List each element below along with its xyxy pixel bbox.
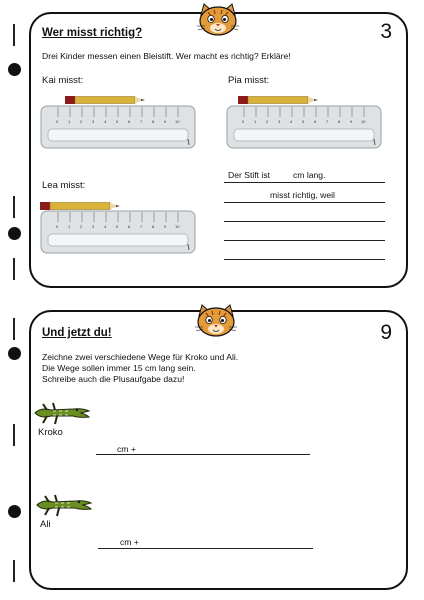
svg-text:7: 7 <box>140 119 143 124</box>
svg-text:2: 2 <box>80 224 83 229</box>
svg-text:8: 8 <box>152 119 155 124</box>
svg-text:0: 0 <box>56 224 59 229</box>
svg-text:2: 2 <box>80 119 83 124</box>
svg-text:10: 10 <box>175 224 180 229</box>
pencil-kai <box>65 96 145 104</box>
svg-text:4: 4 <box>290 119 293 124</box>
ali-sum: cm + <box>120 537 139 547</box>
task-card-9 <box>29 310 408 590</box>
answer-text-reason: misst richtig, weil <box>270 190 335 200</box>
svg-text:3: 3 <box>92 224 95 229</box>
answer-line <box>224 240 385 241</box>
svg-text:3: 3 <box>92 119 95 124</box>
svg-text:6: 6 <box>128 119 131 124</box>
kai-label: Kai misst: <box>42 75 84 86</box>
svg-text:7: 7 <box>326 119 329 124</box>
svg-text:7: 7 <box>140 224 143 229</box>
svg-text:0: 0 <box>56 119 59 124</box>
cat-mascot-icon <box>193 304 239 338</box>
svg-text:2: 2 <box>266 119 269 124</box>
crocodile-ali-icon <box>35 493 93 519</box>
instruction-text: Drei Kinder messen einen Bleistift. Wer macht es richtig? Erkläre! <box>42 51 291 61</box>
answer-line <box>224 182 385 183</box>
svg-text:0: 0 <box>242 119 245 124</box>
instruction-line-1: Zeichne zwei verschiedene Wege für Kroko und Ali. <box>42 352 239 362</box>
answer-line <box>224 202 385 203</box>
binder-mark <box>13 318 15 340</box>
kroko-label: Kroko <box>38 427 63 438</box>
answer-line <box>224 221 385 222</box>
cat-mascot-icon <box>195 3 241 37</box>
instruction-line-2: Die Wege sollen immer 15 cm lang sein. <box>42 363 196 373</box>
svg-text:4: 4 <box>104 119 107 124</box>
svg-text:5: 5 <box>302 119 305 124</box>
svg-text:8: 8 <box>152 224 155 229</box>
binder-mark <box>13 258 15 280</box>
svg-text:6: 6 <box>128 224 131 229</box>
svg-text:10: 10 <box>175 119 180 124</box>
svg-text:9: 9 <box>164 224 167 229</box>
svg-text:1: 1 <box>68 119 71 124</box>
svg-text:9: 9 <box>350 119 353 124</box>
svg-text:10: 10 <box>361 119 366 124</box>
answer-text-length-b: cm lang. <box>293 170 326 180</box>
task-card-3 <box>29 12 408 288</box>
card-number: 3 <box>380 20 392 43</box>
binder-hole <box>8 227 21 240</box>
answer-text-length-a: Der Stift ist <box>228 170 271 180</box>
svg-text:8: 8 <box>338 119 341 124</box>
svg-text:1: 1 <box>68 224 71 229</box>
ruler-pia <box>226 105 382 149</box>
svg-text:5: 5 <box>116 119 119 124</box>
binder-hole <box>8 347 21 360</box>
svg-text:1: 1 <box>254 119 257 124</box>
card-title: Und jetzt du! <box>42 327 112 339</box>
binder-hole <box>8 505 21 518</box>
ruler-lea <box>40 210 196 254</box>
instruction-line-3: Schreibe auch die Plusaufgabe dazu! <box>42 374 185 384</box>
ali-label: Ali <box>40 519 51 530</box>
pia-label: Pia misst: <box>228 75 270 86</box>
kroko-sum: cm + <box>117 444 136 454</box>
svg-text:9: 9 <box>164 119 167 124</box>
pencil-pia <box>238 96 318 104</box>
binder-mark <box>13 560 15 582</box>
binder-hole <box>8 63 21 76</box>
svg-text:3: 3 <box>278 119 281 124</box>
binder-mark <box>13 424 15 446</box>
svg-text:6: 6 <box>314 119 317 124</box>
binder-mark <box>13 196 15 218</box>
card-title: Wer misst richtig? <box>42 27 143 39</box>
svg-text:5: 5 <box>116 224 119 229</box>
binder-mark <box>13 24 15 46</box>
pencil-lea <box>40 202 120 210</box>
ruler-kai <box>40 105 196 149</box>
crocodile-kroko-icon <box>33 401 91 427</box>
card-number: 9 <box>380 321 392 344</box>
svg-text:4: 4 <box>104 224 107 229</box>
answer-line <box>224 259 385 260</box>
lea-label: Lea misst: <box>42 180 86 191</box>
kroko-answer-line <box>96 454 310 455</box>
ali-answer-line <box>98 548 313 549</box>
